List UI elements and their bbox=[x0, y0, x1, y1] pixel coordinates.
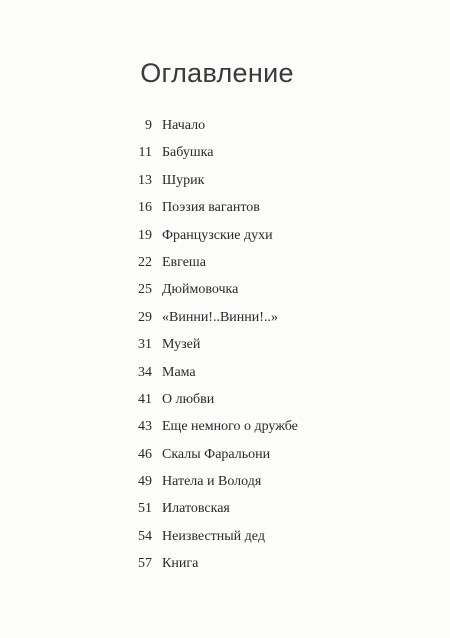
toc-chapter-title: Музей bbox=[162, 337, 201, 353]
toc-page-number: 49 bbox=[138, 474, 152, 490]
toc-chapter-title: Мама bbox=[162, 364, 196, 380]
toc-entry bbox=[0, 468, 450, 495]
toc-chapter-title: Неизвестный дед bbox=[162, 528, 265, 544]
toc-chapter-title: О любви bbox=[162, 391, 215, 407]
toc-entry bbox=[0, 550, 450, 577]
toc-entry bbox=[0, 441, 450, 468]
toc-entry bbox=[0, 386, 450, 413]
toc-page-number: 16 bbox=[138, 200, 152, 216]
table-of-contents bbox=[0, 112, 450, 578]
toc-page-number: 11 bbox=[138, 145, 152, 161]
toc-chapter-title: Илатовская bbox=[162, 501, 230, 517]
toc-entry bbox=[0, 276, 450, 303]
toc-chapter-title: Дюймовочка bbox=[162, 282, 239, 298]
toc-page-number: 57 bbox=[138, 556, 152, 572]
toc-chapter-title: Еще немного о дружбе bbox=[162, 419, 298, 435]
toc-chapter-title: Французские духи bbox=[162, 227, 273, 243]
page-title: Оглавление bbox=[140, 58, 294, 88]
toc-entry bbox=[0, 413, 450, 440]
toc-page-number: 13 bbox=[138, 172, 152, 188]
toc-page-number: 9 bbox=[145, 118, 152, 133]
toc-entry bbox=[0, 249, 450, 276]
toc-page-number: 31 bbox=[138, 337, 152, 353]
toc-entry bbox=[0, 222, 450, 249]
toc-entry bbox=[0, 359, 450, 386]
toc-chapter-title: Шурик bbox=[162, 172, 205, 188]
toc-entry bbox=[0, 495, 450, 522]
toc-chapter-title: Натела и Володя bbox=[162, 474, 262, 490]
toc-entry bbox=[0, 112, 450, 139]
toc-entry bbox=[0, 139, 450, 166]
toc-chapter-title: Скалы Фаральони bbox=[162, 446, 271, 462]
toc-entry bbox=[0, 331, 450, 358]
toc-chapter-title: Начало bbox=[162, 118, 206, 133]
toc-page-number: 46 bbox=[138, 446, 152, 462]
toc-page-number: 34 bbox=[138, 364, 152, 380]
toc-page-number: 51 bbox=[138, 501, 152, 517]
toc-page-number: 29 bbox=[138, 309, 152, 325]
toc-chapter-title: Книга bbox=[162, 556, 199, 572]
toc-entry bbox=[0, 523, 450, 550]
toc-chapter-title: Евгеша bbox=[162, 254, 206, 270]
toc-page-number: 41 bbox=[138, 391, 152, 407]
toc-page-number: 19 bbox=[138, 227, 152, 243]
toc-chapter-title: Бабушка bbox=[162, 145, 214, 161]
toc-entry bbox=[0, 167, 450, 194]
toc-entry bbox=[0, 194, 450, 221]
toc-page-number: 25 bbox=[138, 282, 152, 298]
toc-page-number: 43 bbox=[138, 419, 152, 435]
toc-chapter-title: «Винни!..Винни!..» bbox=[162, 309, 278, 325]
toc-chapter-title: Поэзия вагантов bbox=[162, 200, 260, 216]
toc-page-number: 54 bbox=[138, 528, 152, 544]
toc-entry bbox=[0, 304, 450, 331]
toc-page-number: 22 bbox=[138, 254, 152, 270]
